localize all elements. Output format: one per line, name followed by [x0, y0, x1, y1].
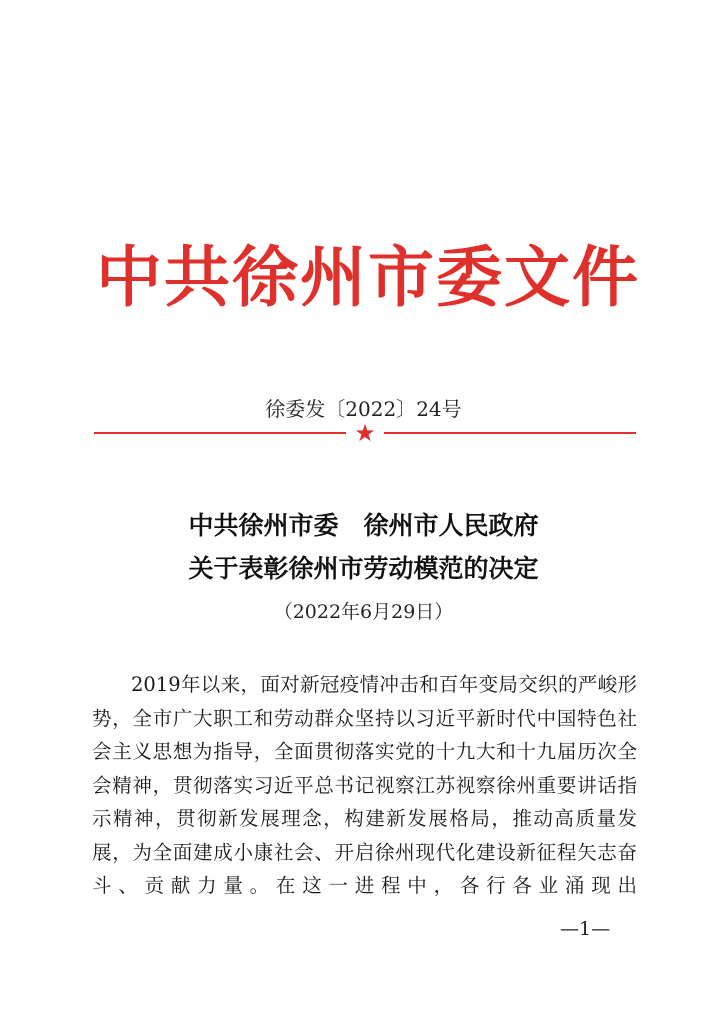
star-icon: ★ — [354, 419, 376, 447]
body-text — [92, 668, 637, 903]
issue-date: （2022年6月29日） — [273, 601, 454, 623]
document-number: 徐委发〔2022〕24号 — [265, 397, 462, 421]
divider-line-left — [94, 432, 346, 434]
document-title-line-1: 中共徐州市委 徐州市人民政府 — [188, 511, 539, 540]
body-paragraph: 2019年以来，面对新冠疫情冲击和百年变局交织的严峻形势，全市广大职工和劳动群众坚持以习近平新时代中国特色社会主义思想为指导，全面贯彻落实党的十九大和十九届历次全会精神，贯彻落实习近平总书记视察江苏视察徐州重要讲话指示精神，贯彻新发展理念，构建新发展格局，推动高质量发展，为全面建成小康社会、开启徐州现代化建设新征程矢志奋斗、贡献力量。在这一进程中，各行各业涌现出 — [92, 673, 637, 897]
divider-line-right — [384, 432, 636, 434]
page-number: —1— — [560, 918, 611, 940]
issuer-header-title: 中共徐州市委文件 — [96, 239, 640, 316]
red-divider — [94, 419, 636, 447]
document-title-line-2: 关于表彰徐州市劳动模范的决定 — [188, 554, 539, 583]
